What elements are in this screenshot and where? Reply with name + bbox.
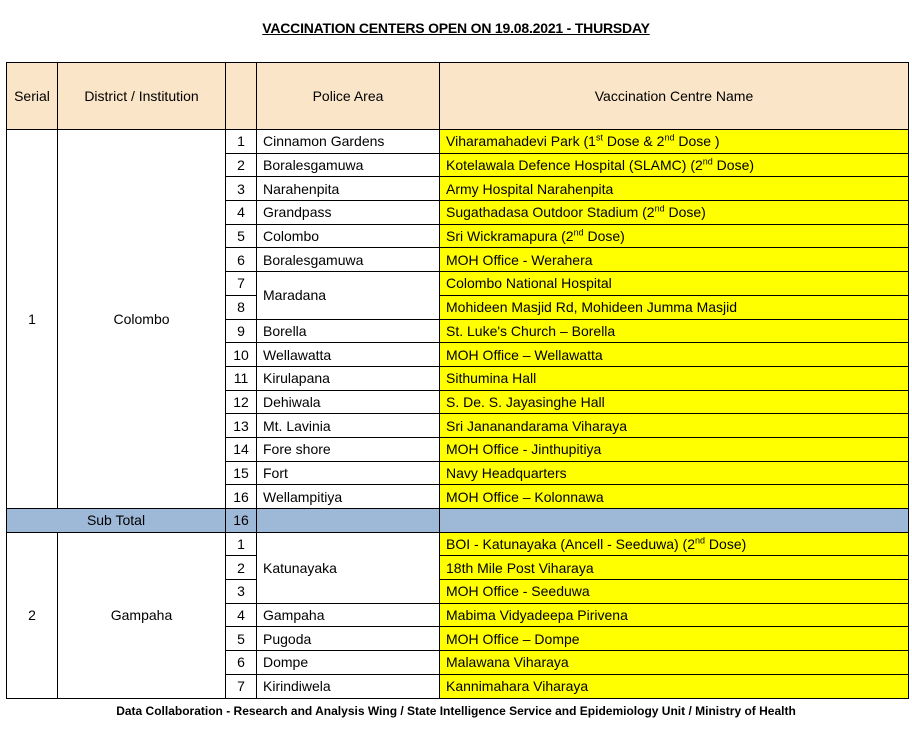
centre-name-text: Sithumina Hall (446, 370, 537, 387)
centre-name-text: Kotelawala Defence Hospital (SLAMC) (2 (446, 157, 703, 174)
centre-name-text: Dose) (583, 228, 625, 245)
centre-name-text: Dose) (664, 204, 706, 221)
centre-name-text: MOH Office - Werahera (446, 251, 593, 268)
ordinal-suffix: nd (654, 203, 665, 214)
centre-name-text: MOH Office – Wellawatta (446, 346, 603, 363)
district-cell: Colombo (58, 130, 226, 509)
row-number-cell: 11 (226, 366, 257, 390)
centre-name-text: Army Hospital Narahenpita (446, 180, 614, 197)
police-area-cell: Boralesgamuwa (257, 248, 440, 272)
row-number-cell: 7 (226, 674, 257, 698)
centre-name-cell (440, 556, 909, 580)
row-number-cell: 12 (226, 390, 257, 414)
row-number-cell: 3 (226, 580, 257, 604)
header-number (226, 63, 257, 130)
police-area-cell: Colombo (257, 224, 440, 248)
centre-name-cell (440, 461, 909, 485)
row-number-cell: 5 (226, 627, 257, 651)
row-number-cell: 15 (226, 461, 257, 485)
police-area-cell: Kirulapana (257, 366, 440, 390)
header-centre-name: Vaccination Centre Name (440, 63, 909, 130)
centre-name-cell (440, 366, 909, 390)
police-area-cell: Boralesgamuwa (257, 153, 440, 177)
centre-name-text: BOI - Katunayaka (Ancell - Seeduwa) (2 (446, 536, 696, 553)
centre-name-text: Malawana Viharaya (446, 654, 569, 671)
centre-name-cell (440, 224, 909, 248)
footer-credit: Data Collaboration - Research and Analysis Wing / State Intelligence Service and Epidemiology Unit / Ministry of Health (116, 704, 796, 718)
table-row (7, 532, 909, 556)
ordinal-suffix: nd (695, 535, 706, 546)
centre-name-cell (440, 627, 909, 651)
police-area-cell: Narahenpita (257, 177, 440, 201)
centre-name-text: Kannimahara Viharaya (446, 678, 589, 695)
centre-name-cell (440, 390, 909, 414)
centre-name-cell (440, 532, 909, 556)
centre-name-cell (440, 295, 909, 319)
serial-cell: 1 (7, 130, 58, 509)
centre-name-cell (440, 580, 909, 604)
centre-name-text: Navy Headquarters (446, 464, 567, 481)
row-number-cell: 1 (226, 532, 257, 556)
row-number-cell: 1 (226, 130, 257, 154)
centre-name-text: 18th Mile Post Viharaya (446, 559, 594, 576)
police-area-cell: Maradana (257, 272, 440, 319)
ordinal-suffix: nd (573, 227, 584, 238)
row-number-cell: 3 (226, 177, 257, 201)
police-area-cell: Kirindiwela (257, 674, 440, 698)
header-serial: Serial (7, 63, 58, 130)
centre-name-text: Dose & 2 (602, 133, 665, 150)
police-area-cell: Borella (257, 319, 440, 343)
centre-name-text: MOH Office – Dompe (446, 630, 580, 647)
centre-name-cell (440, 485, 909, 509)
row-number-cell: 9 (226, 319, 257, 343)
subtotal-row (7, 509, 909, 533)
centre-name-text: Colombo National Hospital (446, 275, 612, 292)
centre-name-text: MOH Office - Seeduwa (446, 583, 590, 600)
centre-name-cell (440, 651, 909, 675)
row-number-cell: 7 (226, 272, 257, 296)
police-area-cell: Fort (257, 461, 440, 485)
police-area-cell: Dehiwala (257, 390, 440, 414)
centre-name-text: Dose ) (674, 133, 720, 150)
centre-name-text: Sri Wickramapura (2 (446, 228, 574, 245)
centre-name-text: Sugathadasa Outdoor Stadium (2 (446, 204, 655, 221)
centre-name-text: MOH Office – Kolonnawa (446, 488, 604, 505)
centre-name-cell (440, 177, 909, 201)
ordinal-suffix: nd (664, 132, 675, 143)
police-area-cell: Grandpass (257, 201, 440, 225)
police-area-cell: Fore shore (257, 437, 440, 461)
centre-name-cell (440, 437, 909, 461)
row-number-cell: 5 (226, 224, 257, 248)
police-area-cell: Cinnamon Gardens (257, 130, 440, 154)
centre-name-text: Mohideen Masjid Rd, Mohideen Jumma Masjid (446, 299, 738, 316)
subtotal-label: Sub Total (7, 509, 226, 533)
centre-name-cell (440, 272, 909, 296)
row-number-cell: 4 (226, 603, 257, 627)
header-police-area: Police Area (257, 63, 440, 130)
centre-name-cell (440, 414, 909, 438)
table-body (7, 130, 909, 699)
centre-name-cell (440, 343, 909, 367)
police-area-cell: Wellampitiya (257, 485, 440, 509)
centre-name-cell (440, 130, 909, 154)
centre-name-text: Mabima Vidyadeepa Pirivena (446, 607, 628, 624)
centre-name-cell (440, 201, 909, 225)
row-number-cell: 6 (226, 651, 257, 675)
header-district: District / Institution (58, 63, 226, 130)
centre-name-cell (440, 248, 909, 272)
ordinal-suffix: nd (702, 156, 713, 167)
row-number-cell: 2 (226, 153, 257, 177)
police-area-cell: Dompe (257, 651, 440, 675)
subtotal-empty-cell (257, 509, 440, 533)
centre-name-text: Viharamahadevi Park (1 (446, 133, 596, 150)
centre-name-text: MOH Office - Jinthupitiya (446, 441, 602, 458)
centre-name-text: Dose) (712, 157, 755, 174)
police-area-cell: Pugoda (257, 627, 440, 651)
row-number-cell: 13 (226, 414, 257, 438)
header-row (7, 63, 909, 130)
police-area-cell: Mt. Lavinia (257, 414, 440, 438)
row-number-cell: 16 (226, 485, 257, 509)
centre-name-text: Dose) (705, 536, 747, 553)
row-number-cell: 2 (226, 556, 257, 580)
centre-name-cell (440, 674, 909, 698)
row-number-cell: 8 (226, 295, 257, 319)
subtotal-value: 16 (226, 509, 257, 533)
row-number-cell: 14 (226, 437, 257, 461)
page-title: VACCINATION CENTERS OPEN ON 19.08.2021 - THURSDAY (262, 20, 650, 36)
centre-name-text: St. Luke's Church – Borella (446, 322, 616, 339)
table-row (7, 130, 909, 154)
centre-name-cell (440, 319, 909, 343)
centre-name-text: S. De. S. Jayasinghe Hall (446, 393, 605, 410)
row-number-cell: 10 (226, 343, 257, 367)
centre-name-cell (440, 603, 909, 627)
centre-name-text: Sri Jananandarama Viharaya (446, 417, 628, 434)
row-number-cell: 4 (226, 201, 257, 225)
police-area-cell: Wellawatta (257, 343, 440, 367)
ordinal-suffix: st (595, 132, 603, 143)
serial-cell: 2 (7, 532, 58, 698)
vaccination-centers-table (6, 62, 909, 699)
centre-name-cell (440, 153, 909, 177)
district-cell: Gampaha (58, 532, 226, 698)
police-area-cell: Katunayaka (257, 532, 440, 603)
police-area-cell: Gampaha (257, 603, 440, 627)
row-number-cell: 6 (226, 248, 257, 272)
subtotal-empty-cell (440, 509, 909, 533)
